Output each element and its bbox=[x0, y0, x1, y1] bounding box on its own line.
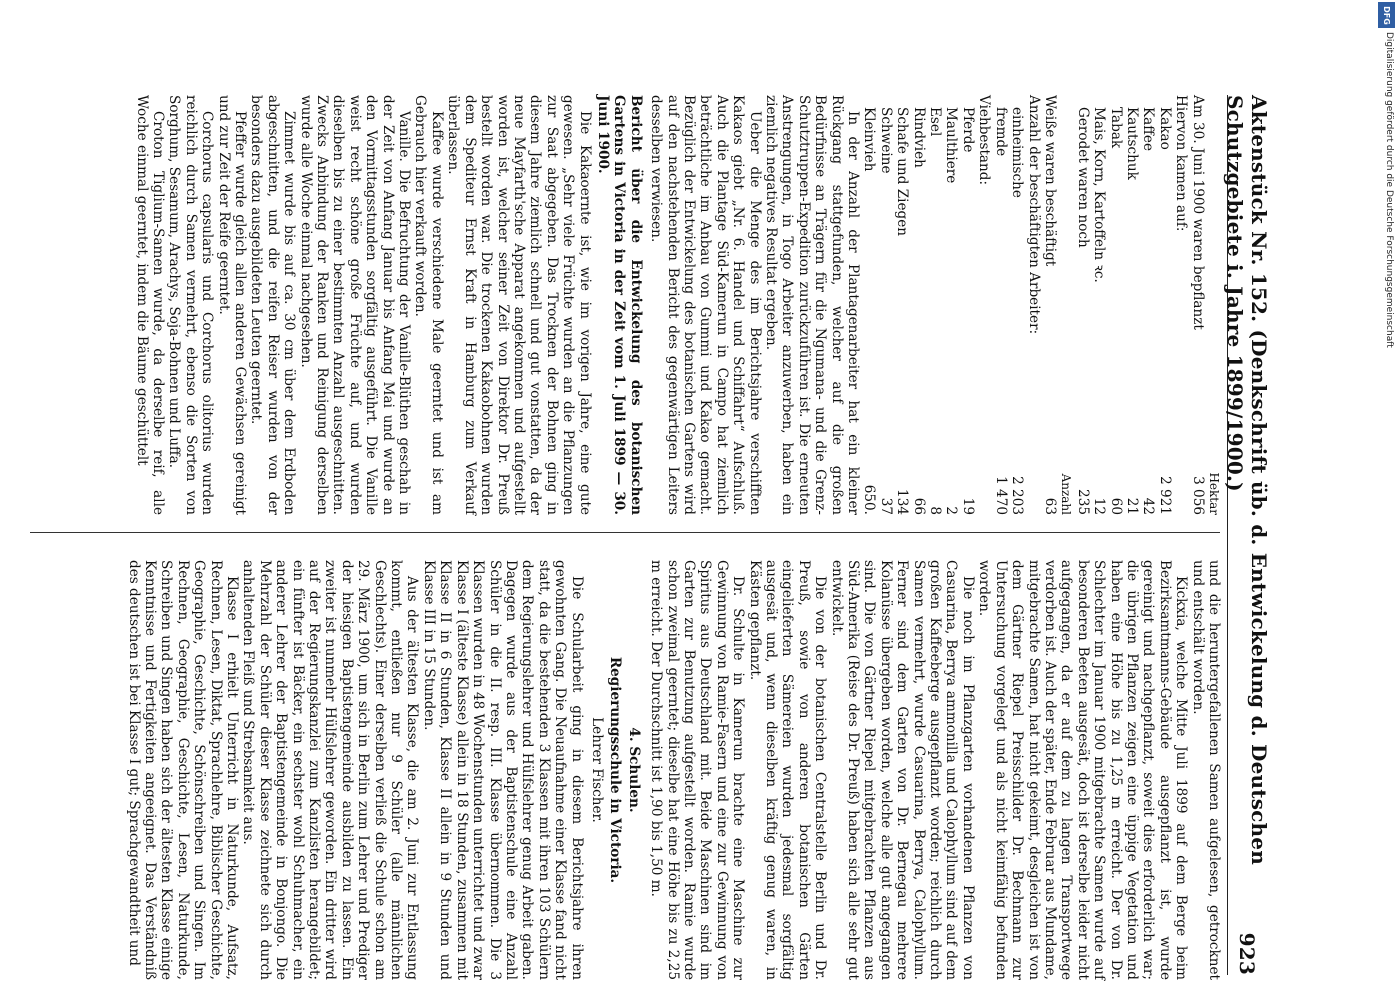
page-number: 923 bbox=[1235, 932, 1259, 975]
unit-hektar: Hektar bbox=[1207, 472, 1221, 515]
stats-intro: Am 30. Juni 1900 waren bepflanzt bbox=[1189, 95, 1206, 330]
table-row: Mais, Korn, Kartoffeln ꝛc. 12 bbox=[1091, 107, 1108, 515]
table-row: Kleinvieh 650. bbox=[861, 107, 878, 515]
table-row: Rindvieh 66 bbox=[910, 107, 927, 515]
paragraph: Die von der botanischen Centralstelle Berlin und Dr. Preuß, sowie von anderen botanischen Gärten eingelieferten Sämereien wurden jedesmal sorgfältig ausgesät und, wenn dieselben kräftig genug waren, in Kästen gepflanzt. bbox=[746, 560, 829, 980]
section-heading: 4. Schulen. bbox=[625, 727, 642, 813]
of-which-label: Hiervon kamen auf: bbox=[1173, 95, 1190, 232]
paragraph: Die noch im Pflanzgarten vorhandenen Pflanzen von Casuarina, Berrya ammonilla und Calophyllum sind auf dem großen Kaffeeberge ausgepflanzt worden; reichlich durch Samen vermehrt, wurde Casuarina, Berrya, Calophyllum. Ferner sind dem Garten von Dr. Bernegau mehrere Kolanüsse übergeben worden, welche alle gut angegangen sind. Die von Gärtner Riepel mitgebrachten Pflanzen aus Süd-Amerika (Reise des Dr. Preuß) haben sich alle sehr gut entwickelt. bbox=[828, 560, 976, 980]
report-title: Bericht über die Entwickelung des botanischen Gartens in Victoria in der Zeit vom 1. Juli 1899 — 30. Juni 1900. bbox=[594, 95, 644, 515]
paragraph: Zimmet wurde bis auf ca. 30 cm über dem Erdboden abgeschnitten, und die reifen Reiser wurden von der besonders dazu ausgebildeten Leuten geerntet. bbox=[248, 95, 298, 515]
paragraph: Ueber die Menge des im Berichtsjahre verschifften Kakaos giebt „Nr. 6. Handel und Schiffahrt“ Aufschluß. Auch die Plantage Süd-Kamerun in Campo hat ziemlich beträchtliche im Anbau von Gummi und Kakao gemacht. Bezüglich der Entwickelung des botanischen Gartens wird auf den nachstehenden Bericht des gegenwärtigen Leiters desselben verwiesen. bbox=[648, 95, 763, 515]
plantation-stats-table bbox=[861, 95, 1222, 515]
header-title: Aktenstück Nr. 152. (Denkschrift üb. d. Entwickelung d. Deutschen Schutzgebiete i. Jahre 1899/1900.) bbox=[1223, 95, 1271, 865]
funding-notice: Digitalisierung gefördert durch die Deutsche Forschungsgemeinschaft bbox=[1384, 32, 1394, 348]
table-row: Pferde 19 bbox=[959, 107, 976, 515]
paragraph: In der Anzahl der Plantagenarbeiter hat ein kleiner Rückgang stattgefunden, welcher auf die großen Bedürfnisse an Trägern für die Ngumana- und die Grenz-Schutztruppen-Expedition zurückzuführen ist. Die erneuten Anstrengungen, in Togo Arbeiter anzuwerben, haben ein ziemlich negatives Resultat ergeben. bbox=[763, 95, 862, 515]
table-row: Esel 8 bbox=[927, 107, 944, 515]
column-divider bbox=[30, 532, 1220, 533]
stats-intro-value: 3 056 bbox=[1189, 476, 1206, 515]
left-column bbox=[133, 95, 1222, 515]
workers-label: Anzahl der beschäftigten Arbeiter: bbox=[1025, 95, 1042, 335]
paragraph: Klasse I erhielt Unterricht in Naturkunde, Aufsatz, Rechnen, Lesen, Diktat, Sprachlehre, Biblischer Geschichte, Geographie, Geschichte, Schönschreiben und Singen. Im Rechnen, Geographie, Geschichte, Lesen, Naturkunde, Schreiben und Singen haben sich der ältesten Klasse einige Kenntnisse und Fertigkeiten angeeignet. Das Verständniß des deutschen ist bei Klasse I gut; Sprachgewandtheit und bbox=[125, 560, 241, 980]
paragraph: Dr. Schulte in Kamerun brachte eine Maschine zur Gewinnung von Ramie-Fasern und eine zur Gewinnung von Spiritus aus Deutschland mit. Beide Maschinen sind im Garten zur Benutzung aufgestellt worden. Ramie wurde schon zweimal geerntet; dieselbe hat eine Höhe bis zu 2,25 m erreicht. Der Durchschnitt ist 1,90 bis 1,50 m. bbox=[648, 560, 747, 980]
teacher-name: Lehrer Fischer. bbox=[588, 717, 605, 823]
right-column bbox=[125, 560, 1222, 980]
digitization-sidebar bbox=[1376, 0, 1397, 1000]
paragraph: Vanille. Die Befruchtung der Vanille-Blüthen geschah in der Zeit von Anfang Januar bis Anfang Mai und wurde an den Vormittagsstunden sorgfältig ausgeführt. Die Vanille weist recht schöne große Früchte auf, und wurden dieselben bis zu einer bestimmten Anzahl ausgeschnitten. Zwecks Anbindung der Ranken und Reinigung derselben wurde alle Woche einmal nachgesehen. bbox=[297, 95, 413, 515]
running-header bbox=[1223, 95, 1271, 975]
paragraph: Die Kakaoernte ist, wie im vorigen Jahre, eine gute gewesen. „Sehr viele Früchte wurden an die Pflanzungen zur Saat abgegeben. Das Trocknen der Bohnen ging in diesem Jahre ziemlich schnell und gut vonstatten, da der neue Mayfarth'sche Apparat angekommen und aufgestellt worden ist, welcher seiner Zeit von Direktor Dr. Preuß bestellt worden war. Die trockenen Kakaobohnen wurden dem Spediteur Ernst Kraft in Hamburg zum Verkauf überlassen. bbox=[445, 95, 593, 515]
table-row: einheimische 2 203 bbox=[1009, 107, 1026, 515]
paragraph: Pfeffer wurde gleich allen anderen Gewächsen gereinigt und zur Zeit der Reife geerntet. bbox=[215, 95, 249, 515]
paragraph: Aus der ältesten Klasse, die am 2. Juni zur Entlassung kommt, entließen nur 9 Schüler (alle männlichen Geschlechts). Einer derselben verließ die Schule schon am 29. März 1900, um sich in Berlin zum Lehrer und Prediger der hiesigen Baptistengemeinde ausbilden zu lassen. Ein zweiter ist nunmehr Hülfslehrer geworden. Ein dritter wird auf der Regierungskanzlei zum Kanzlisten herangebildet; ein fünfter ist Bäcker, ein sechster wohl Schuhmacher, ein anderer Lehrer der Baptistengemeinde in Bonjongo. Die Mehrzahl der Schüler dieser Klasse zeichnete sich durch anhaltenden Fleiß und Strebsamkeit aus. bbox=[240, 560, 421, 980]
table-row: Maulthiere 2 bbox=[943, 107, 960, 515]
dfg-logo: DFG bbox=[1378, 2, 1395, 28]
subsection-heading: Regierungsschule in Victoria. bbox=[607, 656, 624, 884]
table-row: fremde 1 470 bbox=[992, 107, 1009, 515]
table-row: Schweine 37 bbox=[877, 107, 894, 515]
paragraph: Kickxia, welche Mitte Juli 1899 auf dem Berge beim Bezirksamtmanns-Gebäude ausgepflanzt ist, wurde gereinigt und nachgepflanzt, soweit dies erforderlich war; die übrigen Pflanzen zeigen eine üppige Vegetation und haben eine Höhe bis zu 1,25 m erreicht. Der von Dr. Schlechter im Januar 1900 mitgebrachte Samen wurde auf besonderen Beeten ausgesät, doch ist derselbe leider nicht aufgegangen, da er auf dem zu langen Transportwege verdorben ist. Auch der später, Ende Februar aus Mundame, mitgebrachte Samen, hat nicht gekeimt, desgleichen ist von dem Gärtner Riepel Preisschilder Dr. Bechmann zur Untersuchung vorgelegt und als nicht keimfähig befunden worden. bbox=[976, 560, 1190, 980]
table-row: Kautschuk 21 bbox=[1123, 107, 1140, 515]
paragraph: und die heruntergefallenen Samen aufgelesen, getrocknet und entschält worden. bbox=[1189, 560, 1222, 980]
table-row: Kakao 2 921 bbox=[1156, 107, 1173, 515]
paragraph: Die Schularbeit ging in diesem Berichtsjahre ihren gewohnten Gang. Die Neuaufnahme einer Klasse fand nicht statt, da die bestehenden 3 Klassen mit ihren 103 Schülern dem Regierungslehrer und Hülfslehrer genug Arbeit gaben. Dagegen wurde aus der Baptistenschule eine Anzahl Schüler in die II. resp. III. Klasse übernommen. Die 3 Klassen wurden in 48 Wochenstunden unterrichtet und zwar Klasse I (älteste Klasse) allein in 18 Stunden, zusammen mit Klasse II in 6 Stunden, Klasse II allein in 9 Stunden und Klasse III in 15 Stunden. bbox=[420, 560, 585, 980]
paragraph: Kaffee wurde verschiedene Male geerntet und ist am Gebrauch hier verkauft worden. bbox=[412, 95, 445, 515]
white-employed-value: 63 bbox=[1041, 497, 1058, 515]
white-employed-label: Weiße waren beschäftigt bbox=[1041, 95, 1058, 267]
livestock-label: Viehbestand: bbox=[976, 95, 993, 186]
table-row: Schafe und Ziegen 134 bbox=[894, 107, 911, 515]
table-row: Tabak 60 bbox=[1107, 107, 1124, 515]
unit-anzahl: Anzahl bbox=[1059, 473, 1074, 515]
table-row: Gerodet waren noch 235 bbox=[1074, 107, 1091, 515]
table-row: Kaffee 42 bbox=[1140, 107, 1157, 515]
paragraph: Corchorus capsularis und Corchorus olitorius wurden reichlich durch Samen vermehrt, ebenso die Sorten von Sorghum, Sesamum, Arachys, Soja-Bohnen und Luffa. bbox=[166, 95, 216, 515]
paragraph: Croton Tiglium-Samen wurde, da derselbe reif, alle Woche einmal geerntet, indem die Bäume geschüttelt bbox=[133, 95, 166, 515]
